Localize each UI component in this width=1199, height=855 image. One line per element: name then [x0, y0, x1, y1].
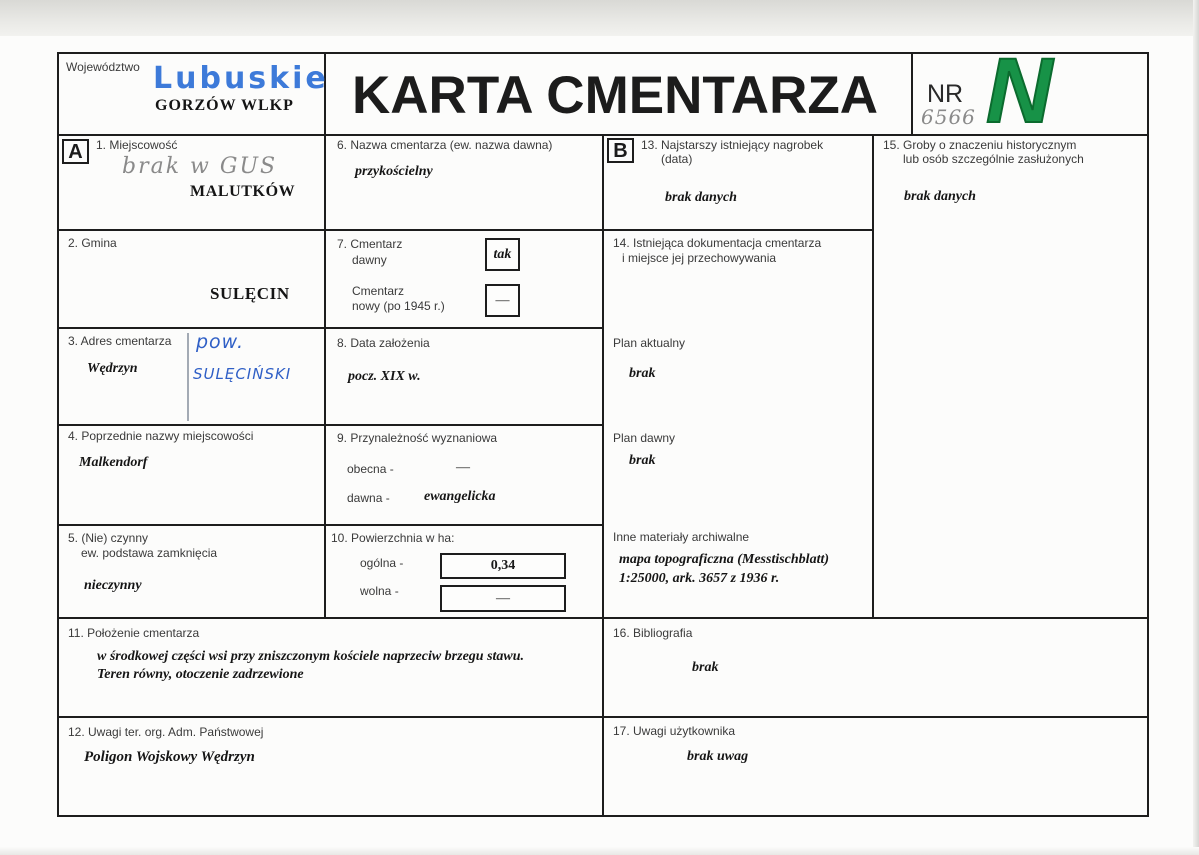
admin-notes-label: 12. Uwagi ter. org. Adm. Państwowej [68, 725, 264, 739]
active-label-1: 5. (Nie) czynny [68, 531, 149, 545]
other-materials-line-2: 1:25000, ark. 3657 z 1936 r. [619, 571, 780, 586]
scan-right-edge [1193, 0, 1199, 855]
documentation-label-2: i miejsce jej przechowywania [622, 251, 777, 265]
address-handwritten-1: pow. [196, 331, 245, 353]
former-names-label: 4. Poprzednie nazwy miejscowości [68, 429, 254, 443]
header-divider-right [911, 52, 913, 135]
commune-label: 2. Gmina [68, 236, 117, 250]
active-value: nieczynny [84, 578, 142, 593]
founded-label: 8. Data założenia [337, 336, 430, 350]
scan-top-edge [0, 0, 1199, 36]
old-plan-value: brak [629, 453, 656, 468]
denomination-label: 9. Przynależność wyznaniowa [337, 431, 498, 445]
number-label: NR [927, 80, 964, 108]
historic-graves-label-2: lub osób szczególnie zasłużonych [903, 152, 1084, 166]
row-rule-1 [57, 229, 874, 231]
area-free-box: — [440, 585, 566, 612]
section-b-letter: B [607, 138, 634, 163]
documentation-label-1: 14. Istniejąca dokumentacja cmentarza [613, 236, 822, 250]
active-label-2: ew. podstawa zamknięcia [81, 546, 218, 560]
current-plan-label: Plan aktualny [613, 336, 686, 350]
oldest-grave-value: brak danych [665, 190, 737, 205]
cemetery-name-label: 6. Nazwa cmentarza (ew. nazwa dawna) [337, 138, 553, 152]
denomination-former-value: ewangelicka [424, 489, 496, 504]
locality-value: MALUTKÓW [190, 183, 296, 200]
column-rule-3 [872, 135, 874, 618]
address-label: 3. Adres cmentarza [68, 334, 172, 348]
denomination-current-value: — [456, 460, 470, 475]
former-names-value: Malkendorf [79, 455, 148, 470]
bibliography-label: 16. Bibliografia [613, 626, 693, 640]
province-stamp: Lubuskie [153, 61, 329, 96]
cemetery-type-label-2: dawny [352, 253, 387, 267]
section-a-letter: A [62, 139, 89, 164]
other-materials-line-1: mapa topograficzna (Messtischblatt) [619, 552, 830, 567]
cemetery-type-label-1: 7. Cmentarz [337, 237, 403, 251]
number-handwritten: 6566 [921, 105, 976, 129]
address-value: Wędrzyn [87, 361, 138, 376]
denomination-former-label: dawna - [347, 491, 390, 505]
locality-pencil-note: brak w GUS [122, 154, 278, 179]
cemetery-name-value: przykościelny [355, 164, 433, 179]
user-notes-label: 17. Uwagi użytkownika [613, 724, 736, 738]
old-cemetery-box: tak [485, 238, 520, 271]
page-title: KARTA CMENTARZA [352, 66, 878, 125]
new-cemetery-box: — [485, 284, 520, 317]
founded-value: pocz. XIX w. [348, 369, 421, 384]
row-rule-6 [57, 716, 1149, 718]
address-handwritten-2: SULĘCIŃSKI [193, 365, 292, 383]
scan-bottom-edge [0, 847, 1199, 855]
former-province: GORZÓW WLKP [155, 97, 294, 114]
bibliography-value: brak [692, 660, 719, 675]
area-total-label: ogólna - [360, 556, 404, 570]
row-rule-4 [57, 524, 604, 526]
historic-graves-value: brak danych [904, 189, 976, 204]
province-label: Województwo [66, 60, 140, 74]
area-total-box: 0,34 [440, 553, 566, 579]
commune-value: SULĘCIN [210, 284, 290, 303]
denomination-current-label: obecna - [347, 462, 394, 476]
column-rule-2 [602, 135, 604, 817]
marker-letter-text: N [986, 48, 1053, 130]
row-rule-3 [57, 424, 604, 426]
area-label: 10. Powierzchnia w ha: [331, 531, 455, 545]
location-label: 11. Położenie cmentarza [68, 626, 200, 640]
column-rule-1 [324, 135, 326, 618]
location-line-2: Teren równy, otoczenie zadrzewione [97, 667, 304, 682]
locality-label: 1. Miejscowość [96, 138, 178, 152]
user-notes-value: brak uwag [687, 749, 749, 764]
green-marker-letter [982, 48, 1072, 130]
oldest-grave-label-1: 13. Najstarszy istniejący nagrobek [641, 138, 824, 152]
new-cemetery-label-1: Cmentarz [352, 284, 405, 298]
other-materials-label: Inne materiały archiwalne [613, 530, 750, 544]
oldest-grave-label-2: (data) [661, 152, 693, 166]
row-rule-5 [57, 617, 1149, 619]
historic-graves-label-1: 15. Groby o znaczeniu historycznym [883, 138, 1077, 152]
current-plan-value: brak [629, 366, 656, 381]
row-rule-2 [57, 327, 604, 329]
area-free-label: wolna - [360, 584, 399, 598]
location-line-1: w środkowej części wsi przy zniszczonym kościele naprzeciw brzegu stawu. [97, 649, 525, 664]
admin-notes-value: Poligon Wojskowy Wędrzyn [84, 749, 255, 765]
new-cemetery-label-2: nowy (po 1945 r.) [352, 299, 445, 313]
old-plan-label: Plan dawny [613, 431, 676, 445]
address-pen-divider [187, 333, 189, 421]
